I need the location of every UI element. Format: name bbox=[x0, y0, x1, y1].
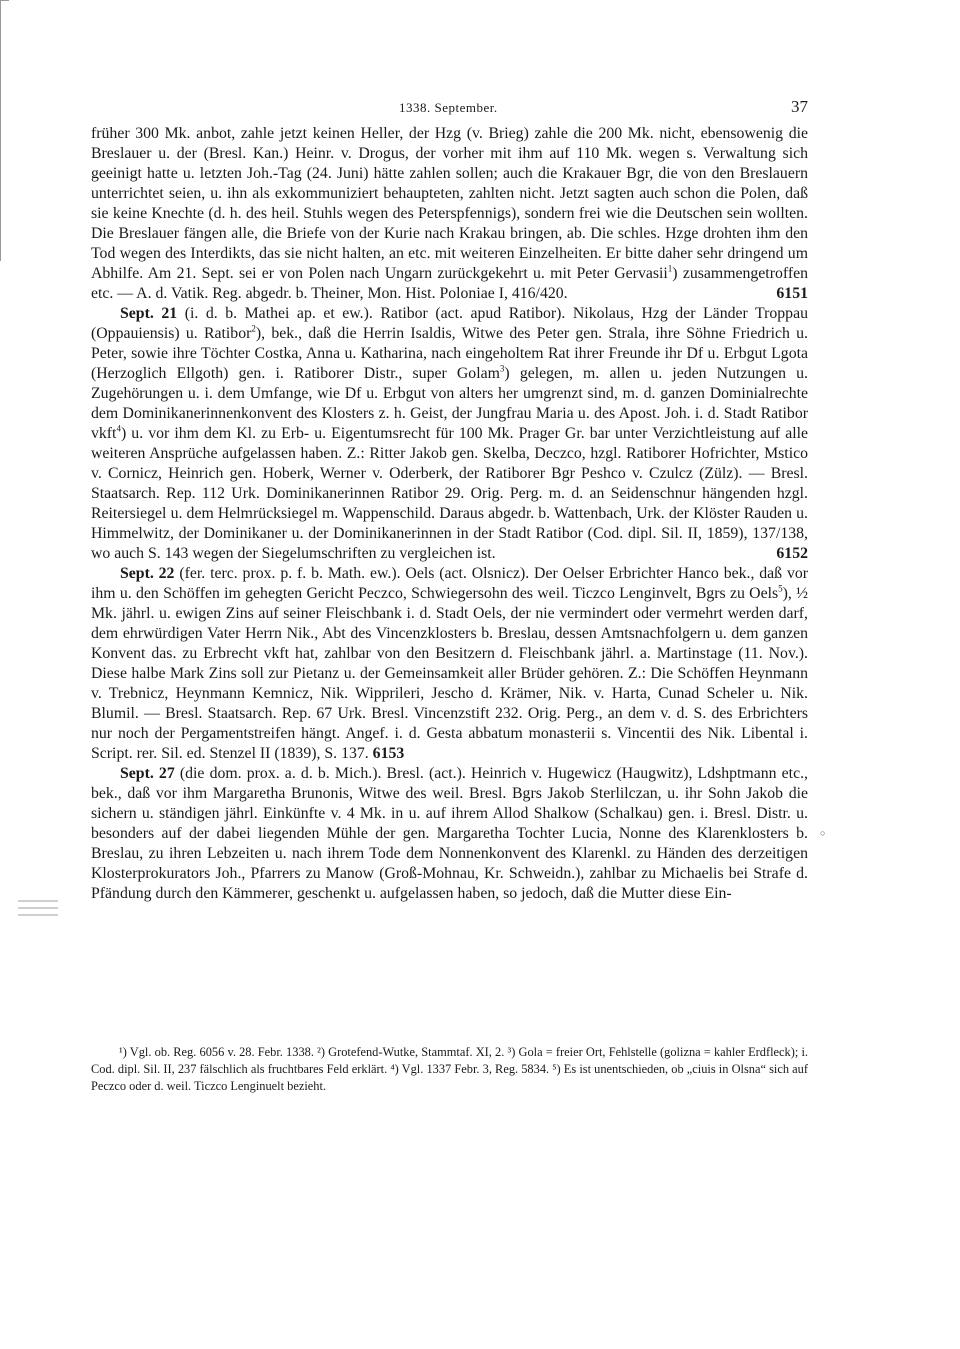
footnote-text: Vgl. ob. Reg. 6056 v. 28. Febr. 1338. bbox=[126, 1045, 318, 1059]
regest-entry bbox=[91, 764, 808, 904]
paragraph-text: (fer. terc. prox. p. f. b. Math. ew.). Oels (act. Olsnicz). Der Oelser Erbrichter Hanco bek., daß vor ihm u. den Schöffen im gehegten Gericht Peczco, Schwiegersohn des weil. Ticzco Lenginvelt, Bgrs zu Oels bbox=[91, 565, 808, 602]
paragraph-text: , ½ Mk. jährl. u. ewigen Zins auf seiner Fleischbank i. d. Stadt Oels, der nie vermindert oder vermehrt werden darf, dem ehrwürdigen Vater Herrn Nik., Abt des Vincenzklosters b. Breslau, dessen Amtsnachfolgern u. dem ganzen Konvent das. zu Erbrecht vkft hat, zahlbar von den Besitzern d. Fleischbank jährl. a. Martinstage (11. Nov.). Diese halbe Mark Zins soll zur Pietanz u. der Gemeinsamkeit aller Brüder gehören. Z.: Die Schöffen Heynmann v. Trebnicz, Heynmann Kemnicz, Nik. Wipprileri, Jescho d. Krämer, Nik. v. Harta, Cunad Scheler u. Nik. Blumil. — Bresl. Staatsarch. Rep. 67 Urk. Bresl. Vincenzstift 232. Orig. Perg., an dem v. d. S. des Erbrichters nur noch der Pergamentstreifen hängt. Angef. i. d. Gesta abbatum monasterii s. Vincentii des Nik. Libental i. Script. rer. Sil. ed. Stenzel II (1839), S. 137. bbox=[91, 585, 809, 762]
footnote-marker: ²) bbox=[317, 1045, 325, 1059]
paragraph-text: , bek., daß die Herrin Isaldis, Witwe des Peter gen. Strala, ihre Söhne Friedrich u. Peter, sowie ihre Töchter Costka, Anna u. Katharina, nach eingeholtem Rat ihrer Freunde ihr Df u. Erbgut Lgota (Herzoglich Ellgoth) gen. i. Ratiborer Distr., super Golam bbox=[91, 325, 808, 382]
margin-mark-icon: ○ bbox=[820, 828, 826, 838]
footnote-ref: 2 bbox=[251, 323, 256, 334]
regest-number: 6152 bbox=[776, 545, 808, 562]
scan-border bbox=[0, 0, 9, 261]
paragraph-text: gelegen, m. allen u. jeden Nutzungen u. Zugehörungen u. i. dem Umfange, wie Df u. Erbgut von alters her umgrenzt sind, m. d. ganzen Dominialrechte dem Dominikanerinnenkonvent des Klosters z. h. Geist, der Jungfrau Maria u. des Apost. Joh. i. d. Stadt Ratibor vkft bbox=[91, 365, 808, 442]
entry-date: Sept. 21 bbox=[120, 305, 178, 322]
footnote-text: Es ist unentschieden, ob „ciuis in Olsna“ sich auf Peczco oder d. weil. Ticzco Lenginuelt bezieht. bbox=[91, 1062, 808, 1093]
page-number: 37 bbox=[791, 97, 808, 116]
entry-date: Sept. 22 bbox=[120, 565, 175, 582]
footnotes bbox=[91, 1044, 808, 1095]
paragraph-text: früher 300 Mk. anbot, zahle jetzt keinen Heller, der Hzg (v. Brieg) zahle die 200 Mk. nicht, ebensowenig die Breslauer u. der (Bresl. Kan.) Heinr. v. Drogus, der vorher mit ihm auf 110 Mk. wegen s. Verwaltung sich geeinigt hatte u. letzten Joh.-Tag (24. Juni) hätte zahlen sollen; auch die Krakauer Bgr, die von den Breslauern unterrichtet seien, u. ihn als exkommuniziert behaupteten, zahlten nicht. Jetzt sagten auch schon die Polen, daß sie keine Knechte (d. h. des heil. Stuhls wegen des Peterspfennigs), sondern frei wie die Deutschen sein wollten. Die Breslauer fängen alle, die Briefe von der Kurie nach Krakau bringen, ab. Die schles. Hzge drohten ihm den Tod wegen des Interdikts, das sie nicht halten, an etc. mit weiteren Einzelheiten. Er bitte daher sehr dringend um Abhilfe. Am 21. Sept. sei er von Polen nach Ungarn zurückgekehrt u. mit Peter Gervasii bbox=[91, 125, 808, 282]
running-head: 1338. September. bbox=[399, 100, 498, 115]
regest-number: 6153 bbox=[372, 745, 405, 762]
regest-number: 6151 bbox=[776, 285, 808, 302]
footnote-marker: ⁴) bbox=[390, 1062, 399, 1076]
footnote-block bbox=[91, 1044, 808, 1095]
page-header bbox=[91, 97, 808, 122]
footnote-marker: ⁵) bbox=[552, 1062, 561, 1076]
regest-entry: Sept. 21 (i. d. b. Mathei ap. et ew.). Ratibor (act. apud Ratibor). Nikolaus, Hzg der Länder Troppau (Oppauiensis) u. Ratibor$^2$), bek., daß die Herrin Isaldis, Witwe des Peter gen. Strala, ihre Söhne Friedrich u. Peter, sowie ihre Töchter Costka, Anna u. Katharina, nach eingeholtem Rat ihrer Freunde ihr Df u. Erbgut Lgota (Herzoglich Ellgoth) gen. i. Ratiborer Distr., super Golam$^3$) gelegen, m. allen u. jeden Nutzungen u. Zugehörungen u. i. dem Umfange, wie Df u. Erbgut von alters her umgrenzt sind, m. d. ganzen Dominialrechte dem Dominikanerinnenkonvent des Klosters z. h. Geist, der Jungfrau Maria u. des Apost. Joh. i. d. Stadt Ratibor vkft$^4$) u. vor ihm dem Kl. zu Erb- u. Eigentumsrecht für 100 Mk. Prager Gr. bar unter Verzichtleistung auf alle weiteren Ansprüche aufgelassen haben. Z.: Ritter Jakob gen. Skelba, Deczco, hzgl. Ratiborer Hofrichter, Mstico v. Cornicz, Heinrich gen. Hoberk, Werner v. Oderberk, der Ratiborer Bgr Peshco v. Czulcz (Zülz). — Bresl. Staatsarch. Rep. 112 Urk. Dominikanerinnen Ratibor 29. Orig. Perg. m. d. an Seidenschnur hängenden hzgl. Reitersiegel u. dem Helmrücksiegel m. Wappenschild. Daraus abgedr. b. Wattenbach, Urk. der Klöster Rauden u. Himmelwitz, der Dominikaner u. der Dominikanerinnen in der Stadt Ratibor (Cod. dipl. Sil. II, 1859), 137/138, wo auch S. 143 wegen der Siegelumschriften zu vergleichen ist. 6152 bbox=[91, 305, 808, 562]
footnote-text: Vgl. 1337 Febr. 3, Reg. 5834. bbox=[398, 1062, 553, 1076]
footnote-ref: 3 bbox=[499, 363, 505, 374]
paragraph-text: (die dom. prox. a. d. b. Mich.). Bresl. (act.). Heinrich v. Hugewicz (Haugwitz), Ldshptmann etc., bek., daß vor ihm Margaretha Brunonis, Witwe des weil. Bresl. Bgrs Jakob Sterlilczan, u. ihr Sohn Jakob die sichern u. ständigen jährl. Einkünfte v. 4 Mk. in u. auf ihrem Allod Shalkow (Schalkau) gen. i. Bresl. Distr. u. besonders auf der dabei liegenden Mühle der gen. Margaretha Tochter Lucia, Nonne des Klarenklosters b. Breslau, zu ihren Lebzeiten u. nach ihrem Tode dem Nonnenkonvent des Klarenkl. zu Händen des derzeitigen Klosterprokurators Joh., Pfarrers zu Manow (Groß-Mohnau, Kr. Schweidn.), zahlbar zu Michaelis bei Strafe d. Pfändung durch den Kämmerer, geschenkt u. aufgelassen haben, so jedoch, daß die Mutter diese Ein- bbox=[91, 765, 808, 902]
document-body bbox=[91, 124, 808, 904]
paragraph-continuation: früher 300 Mk. anbot, zahle jetzt keinen Heller, der Hzg (v. Brieg) zahle die 200 Mk. nicht, ebensowenig die Breslauer u. der (Bresl. Kan.) Heinr. v. Drogus, der vorher mit ihm auf 110 Mk. wegen s. Verwaltung sich geeinigt hatte u. letzten Joh.-Tag (24. Juni) hätte zahlen sollen; auch die Krakauer Bgr, die von den Breslauern unterrichtet seien, u. ihn als exkommuniziert behaupteten, zahlten nicht. Jetzt sagten auch schon die Polen, daß sie keine Knechte (d. h. des heil. Stuhls wegen des Peterspfennigs), sondern frei wie die Deutschen sein wollten. Die Breslauer fängen alle, die Briefe von der Kurie nach Krakau bringen, ab. Die schles. Hzge drohten ihm den Tod wegen des Interdikts, das sie nicht halten, an etc. mit weiteren Einzelheiten. Er bitte daher sehr dringend um Abhilfe. Am 21. Sept. sei er von Polen nach Ungarn zurückgekehrt u. mit Peter Gervasii$^1$) zusammengetroffen etc. — A. d. Vatik. Reg. abgedr. b. Theiner, Mon. Hist. Poloniae I, 416/420. 6151 bbox=[91, 125, 808, 302]
paragraph-text: u. vor ihm dem Kl. zu Erb- u. Eigentumsrecht für 100 Mk. Prager Gr. bar unter Verzichtleistung auf alle weiteren Ansprüche aufgelassen haben. Z.: Ritter Jakob gen. Skelba, Deczco, hzgl. Ratiborer Hofrichter, Mstico v. Cornicz, Heinrich gen. Hoberk, Werner v. Oderberk, der Ratiborer Bgr Peshco v. Czulcz (Zülz). — Bresl. Staatsarch. Rep. 112 Urk. Dominikanerinnen Ratibor 29. Orig. Perg. m. d. an Seidenschnur hängenden hzgl. Reitersiegel u. dem Helmrücksiegel m. Wappenschild. Daraus abgedr. b. Wattenbach, Urk. der Klöster Rauden u. Himmelwitz, der Dominikaner u. der Dominikanerinnen in der Stadt Ratibor (Cod. dipl. Sil. II, 1859), 137/138, wo auch S. 143 wegen der Siegelumschriften zu vergleichen ist. bbox=[91, 425, 808, 562]
scan-artifact bbox=[18, 900, 58, 930]
footnote-ref: 1 bbox=[667, 263, 673, 274]
footnote-marker: ³) bbox=[507, 1045, 516, 1059]
footnote-text: Gola = freier Ort, Fehlstelle (golizna = kahler Erdfleck); i. Cod. dipl. Sil. II, 237 fälschlich als fruchtbares Feld erklärt. bbox=[91, 1045, 809, 1076]
footnote-marker: ¹) bbox=[119, 1045, 127, 1059]
footnote-ref: 5 bbox=[778, 583, 783, 594]
paragraph-text: zusammengetroffen etc. — A. d. Vatik. Reg. abgedr. b. Theiner, Mon. Hist. Poloniae I, 416/420. bbox=[91, 265, 808, 302]
footnote-text: Grotefend-Wutke, Stammtaf. XI, 2. bbox=[324, 1045, 508, 1059]
regest-entry: Sept. 22 (fer. terc. prox. p. f. b. Math. ew.). Oels (act. Olsnicz). Der Oelser Erbrichter Hanco bek., daß vor ihm u. den Schöffen im gehegten Gericht Peczco, Schwiegersohn des weil. Ticzco Lenginvelt, Bgrs zu Oels$^5$), ½ Mk. jährl. u. ewigen Zins auf seiner Fleischbank i. d. Stadt Oels, der nie vermindert oder vermehrt werden darf, dem ehrwürdigen Vater Herrn Nik., Abt des Vincenzklosters b. Breslau, dessen Amtsnachfolgern u. dem ganzen Konvent das. zu Erbrecht vkft hat, zahlbar von den Besitzern d. Fleischbank jährl. a. Martinstage (11. Nov.). Diese halbe Mark Zins soll zur Pietanz u. der Gemeinsamkeit aller Brüder gehören. Z.: Die Schöffen Heynmann v. Trebnicz, Heynmann Kemnicz, Nik. Wipprileri, Jescho d. Krämer, Nik. v. Harta, Cunad Scheler u. Nik. Blumil. — Bresl. Staatsarch. Rep. 67 Urk. Bresl. Vincenzstift 232. Orig. Perg., an dem v. d. S. des Erbrichters nur noch der Pergamentstreifen hängt. Angef. i. d. Gesta abbatum monasterii s. Vincentii des Nik. Libental i. Script. rer. Sil. ed. Stenzel II (1839), S. 137. 6153 bbox=[91, 565, 809, 762]
paragraph-text: (i. d. b. Mathei ap. et ew.). Ratibor (act. apud Ratibor). Nikolaus, Hzg der Länder Troppau (Oppauiensis) u. Ratibor bbox=[91, 305, 808, 342]
footnote-ref: 4 bbox=[116, 423, 121, 434]
entry-date: Sept. 27 bbox=[120, 765, 175, 782]
